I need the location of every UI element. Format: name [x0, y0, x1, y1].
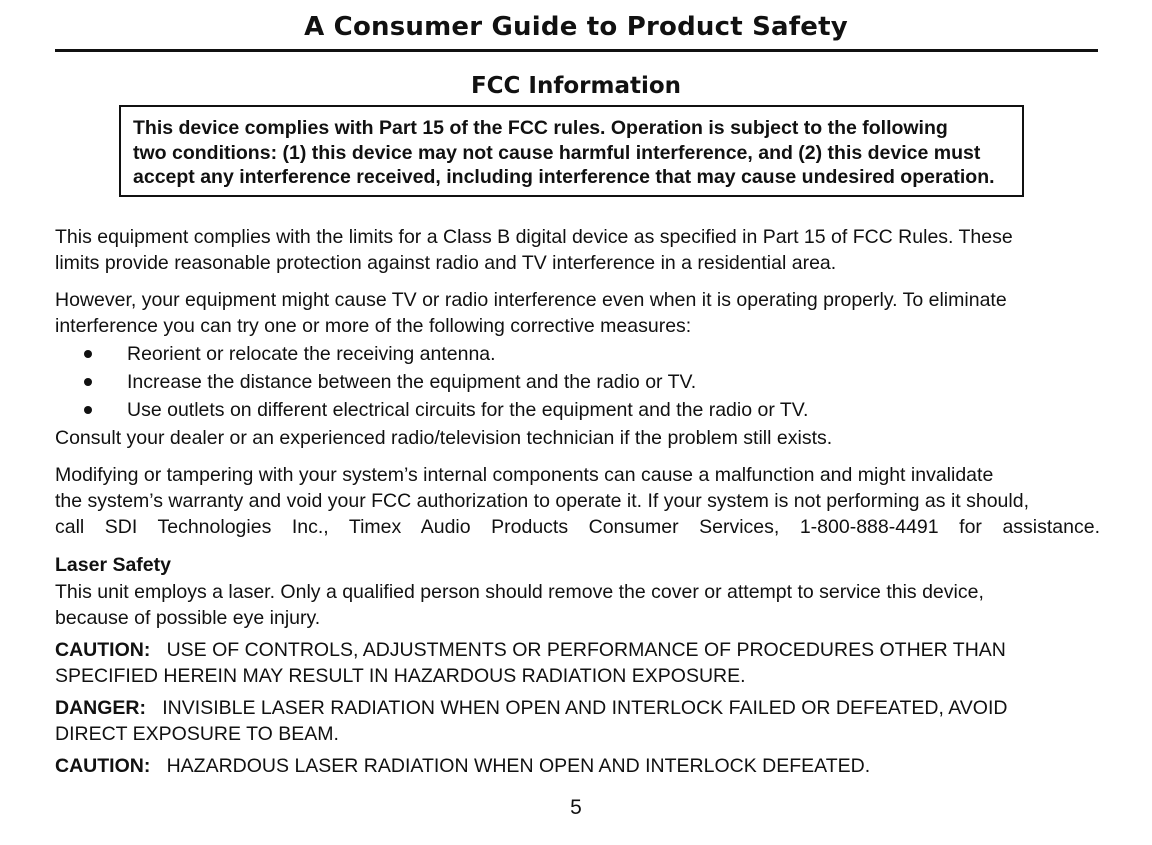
paragraph-line: limits provide reasonable protection against radio and TV interference in a residential area.: [55, 252, 837, 274]
danger-label: DANGER:: [55, 697, 146, 719]
paragraph-line: However, your equipment might cause TV or radio interference even when it is operating properly. To eliminate: [55, 289, 1007, 311]
bullet-icon: [84, 378, 92, 386]
caution-label: CAUTION:: [55, 639, 151, 661]
fcc-box-line: accept any interference received, including interference that may cause undesired operation.: [133, 166, 995, 188]
caution-text: HAZARDOUS LASER RADIATION WHEN OPEN AND INTERLOCK DEFEATED.: [166, 755, 871, 777]
notice-line: [55, 695, 1100, 721]
caution-notice-1: [55, 637, 1100, 689]
danger-notice: [55, 695, 1100, 747]
paragraph-line: Modifying or tampering with your system’s internal components can cause a malfunction and might invalidate: [55, 464, 994, 486]
page-title: A Consumer Guide to Product Safety: [304, 12, 848, 42]
notice-line: [55, 753, 1100, 779]
laser-safety-heading: Laser Safety: [55, 554, 171, 576]
title-underline-rule: [55, 49, 1098, 52]
caution-text: USE OF CONTROLS, ADJUSTMENTS OR PERFORMANCE OF PROCEDURES OTHER THAN: [166, 639, 1006, 661]
paragraph-line: the system’s warranty and void your FCC authorization to operate it. If your system is not performing as it should,: [55, 490, 1029, 512]
fcc-section-heading: FCC Information: [470, 73, 682, 99]
danger-text: INVISIBLE LASER RADIATION WHEN OPEN AND INTERLOCK FAILED OR DEFEATED, AVOID: [162, 697, 1008, 719]
corrective-measures-list: [55, 340, 1100, 424]
fcc-compliance-box: [119, 105, 1024, 197]
bullet-icon: [84, 350, 92, 358]
paragraph-line: This unit employs a laser. Only a qualified person should remove the cover or attempt to service this device,: [55, 581, 984, 603]
caution-notice-2: [55, 753, 1100, 779]
list-item-text: Reorient or relocate the receiving antenna.: [127, 343, 496, 365]
notice-line: [55, 637, 1100, 663]
list-item: [55, 340, 1100, 368]
laser-paragraph: [55, 579, 1100, 631]
list-item: [55, 396, 1100, 424]
paragraph-line: Consult your dealer or an experienced radio/television technician if the problem still exists.: [55, 427, 833, 449]
list-item-text: Increase the distance between the equipment and the radio or TV.: [127, 371, 697, 393]
list-item: [55, 368, 1100, 396]
consult-paragraph: [55, 425, 1100, 451]
notice-line: DIRECT EXPOSURE TO BEAM.: [55, 723, 339, 745]
fcc-box-line: This device complies with Part 15 of the FCC rules. Operation is subject to the following: [133, 117, 948, 139]
paragraph-line: This equipment complies with the limits for a Class B digital device as specified in Part 15 of FCC Rules. These: [55, 226, 1013, 248]
page-number: 5: [570, 796, 582, 819]
caution-label: CAUTION:: [55, 755, 151, 777]
notice-line: SPECIFIED HEREIN MAY RESULT IN HAZARDOUS RADIATION EXPOSURE.: [55, 665, 746, 687]
class-b-paragraph: [55, 224, 1100, 276]
paragraph-line: interference you can try one or more of the following corrective measures:: [55, 315, 692, 337]
list-item-text: Use outlets on different electrical circuits for the equipment and the radio or TV.: [127, 399, 809, 421]
interference-paragraph: [55, 287, 1100, 339]
tampering-paragraph: [55, 462, 1100, 540]
paragraph-line: because of possible eye injury.: [55, 607, 321, 629]
paragraph-line: call SDI Technologies Inc., Timex Audio Products Consumer Services, 1-800-888-4491 for assistance.: [55, 516, 1100, 538]
bullet-icon: [84, 406, 92, 414]
fcc-box-line: two conditions: (1) this device may not cause harmful interference, and (2) this device must: [133, 141, 981, 164]
